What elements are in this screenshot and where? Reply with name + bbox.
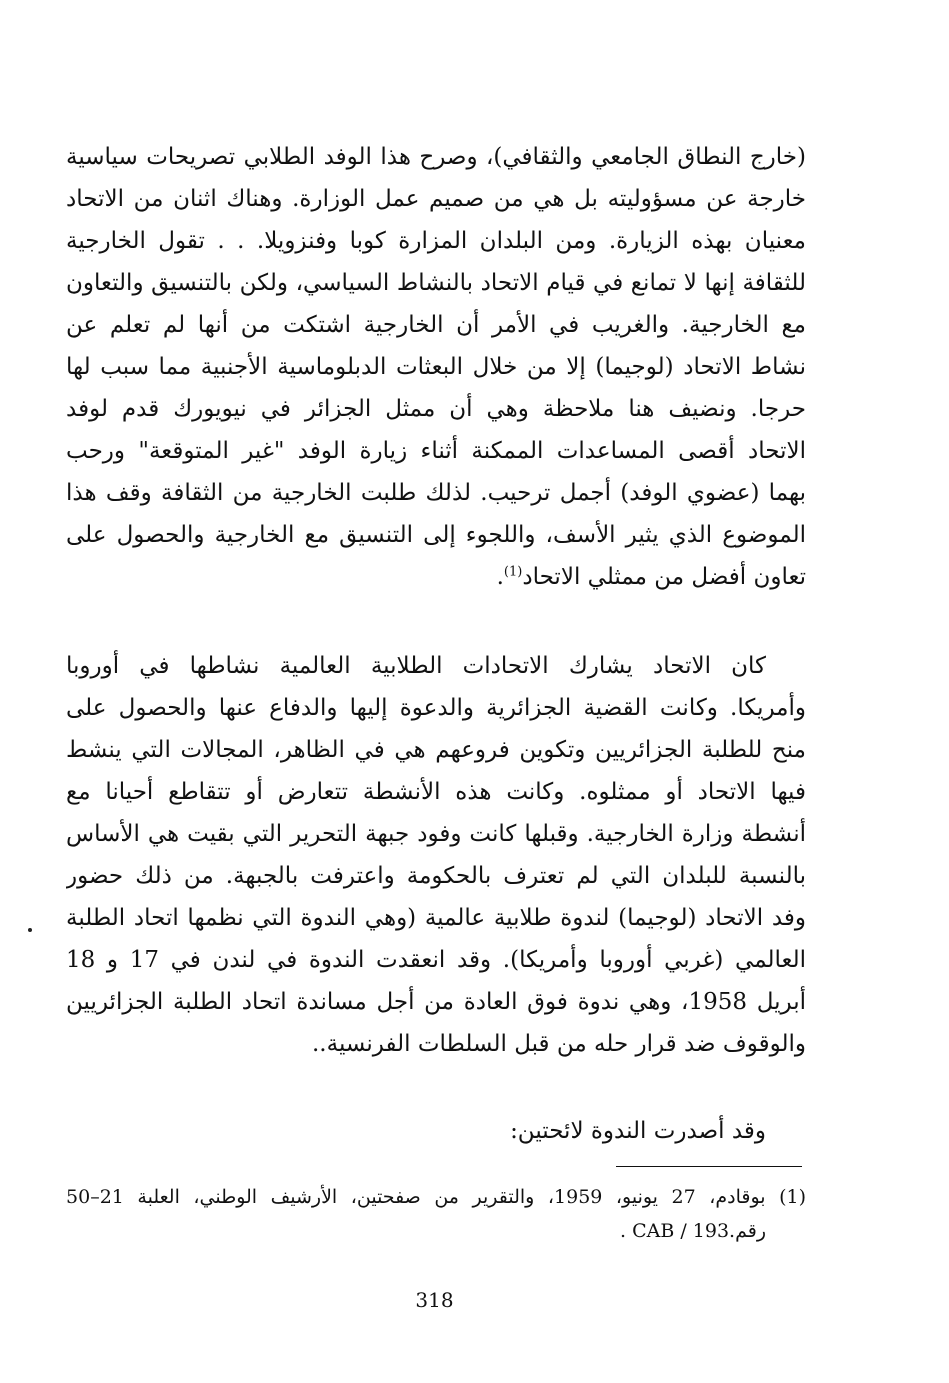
text-line: أبريل 1958، وهي ندوة فوق العادة من أجل مساندة اتحاد الطلبة الجزائريين — [66, 989, 806, 1015]
paragraph-3 — [66, 1110, 806, 1152]
text-line: وأمريكا. وكانت القضية الجزائرية والدعوة إليها والدفاع عنها والحصول على — [66, 695, 806, 721]
text-line: الاتحاد أقصى المساعدات الممكنة أثناء زيارة الوفد "غير المتوقعة" ورحب — [66, 438, 806, 464]
page-number: 318 — [415, 1288, 454, 1312]
text-line-last — [66, 556, 806, 598]
text-line: معنيان بهذه الزيارة. ومن البلدان المزارة كوبا وفنزويلا. . . تقول الخارجية — [66, 228, 806, 254]
text-line: (خارج النطاق الجامعي والثقافي)، وصرح هذا الوفد الطلابي تصريحات سياسية — [66, 144, 806, 170]
footnote-line: رقم.193 / CAB . — [619, 1220, 766, 1242]
text-line: الموضوع الذي يثير الأسف، واللجوء إلى التنسيق مع الخارجية والحصول على — [66, 522, 806, 548]
text-line: كان الاتحاد يشارك الاتحادات الطلابية العالمية نشاطها في أوروبا — [66, 653, 766, 679]
text-line: للثقافة إنها لا تمانع في قيام الاتحاد بالنشاط السياسي، ولكن بالتنسيق والتعاون — [66, 270, 806, 296]
text-line: وقد أصدرت الندوة لائحتين: — [510, 1118, 766, 1144]
footnote-line: (1) بوقادم، 27 يونيو، 1959، والتقرير من صفحتين، الأرشيف الوطني، العلبة 21–50 — [66, 1186, 806, 1208]
text-line: فيها الاتحاد أو ممثلوه. وكانت هذه الأنشطة تتعارض أو تتقاطع أحيانا مع — [66, 779, 806, 805]
text-line: حرجا. ونضيف هنا ملاحظة وهي أن ممثل الجزائر في نيويورك قدم لوفد — [66, 396, 806, 422]
text-line: مع الخارجية. والغريب في الأمر أن الخارجية اشتكت من أنها لم تعلم عن — [66, 312, 806, 338]
text-line: منح للطلبة الجزائريين وتكوين فروعهم هي في الظاهر، المجالات التي ينشط — [66, 737, 806, 763]
footnote — [66, 1180, 806, 1248]
text-line: نشاط الاتحاد (لوجيما) إلا من خلال البعثات الدبلوماسية الأجنبية مما سبب لها — [66, 354, 806, 380]
footnote-reference: (1) — [503, 564, 523, 580]
paragraph-1 — [66, 136, 806, 598]
text-line-last-body: تعاون أفضل من ممثلي الاتحاد — [522, 564, 806, 590]
text-line: أنشطة وزارة الخارجية. وقبلها كانت وفود جبهة التحرير التي بقيت هي الأساس — [66, 821, 806, 847]
text-line: خارجة عن مسؤوليته بل هي من صميم عمل الوزارة. وهناك اثنان من الاتحاد — [66, 186, 806, 212]
paragraph-2 — [66, 645, 806, 1065]
sentence-end: . — [496, 564, 504, 590]
footnote-separator — [616, 1166, 802, 1167]
text-line-last: والوقوف ضد قرار حله من قبل السلطات الفرنسية.. — [311, 1031, 806, 1057]
text-line: بالنسبة للبلدان التي لم تعترف بالحكومة واعترفت بالجبهة. من ذلك حضور — [66, 863, 806, 889]
margin-speck — [28, 928, 32, 932]
text-line: العالمي (غربي أوروبا وأمريكا). وقد انعقدت الندوة في لندن في 17 و 18 — [66, 947, 806, 973]
text-line: بهما (عضوي الوفد) أجمل ترحيب. لذلك طلبت الخارجية من الثقافة وقف هذا — [66, 480, 806, 506]
text-line: وفد الاتحاد (لوجيما) لندوة طلابية عالمية (وهي الندوة التي نظمها اتحاد الطلبة — [66, 905, 806, 931]
